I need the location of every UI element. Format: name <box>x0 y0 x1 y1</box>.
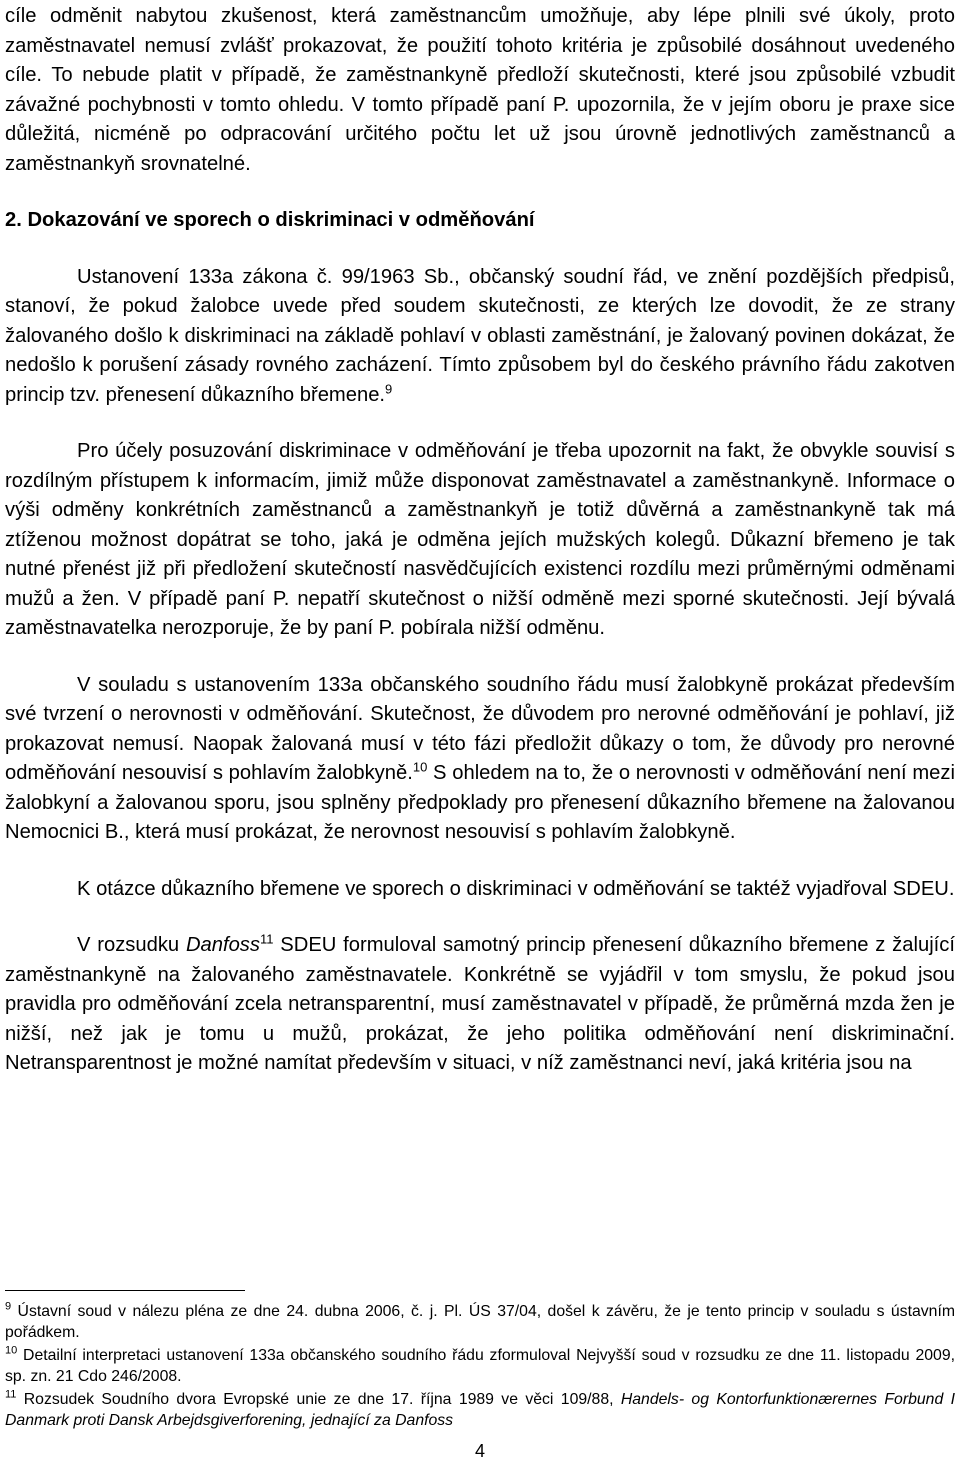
footnote-9 <box>5 1301 955 1343</box>
paragraph-5-text: K otázce důkazního břemene ve sporech o diskriminaci v odměňování se taktéž vyjadřoval SDEU. <box>77 877 955 900</box>
paragraph-6-text-a: V rozsudku <box>77 934 186 956</box>
footnotes-section <box>5 1290 955 1433</box>
footnote-11-text: Rozsudek Soudního dvora Evropské unie ze dne 17. října 1989 ve věci 109/88, <box>16 1391 621 1408</box>
footnote-11-case-title: Handels- og Kontorfunktionærernes Forbund I Danmark proti Dansk Arbejdsgiverforening, jednající za Danfoss <box>5 1391 955 1429</box>
page-number: 4 <box>474 1441 485 1461</box>
paragraph-1-text: cíle odměnit nabytou zkušenost, která zaměstnancům umožňuje, aby lépe plnili své úkoly, proto zaměstnavatel nemusí zvlášť prokazovat, že použití tohoto kritéria je způsobilé dosáhnout uvedeného cíle. To nebude platit v případě, že zaměstnankyně předloží skutečnosti, které jsou způsobilé vzbudit závažné pochybnosti v tomto ohledu. V tomto případě paní P. upozornila, že v jejím oboru je praxe sice důležitá, nicméně po odpracování určitého počtu let už jsou úrovně jednotlivých zaměstnanců a zaměstnankyň srovnatelné. <box>5 5 955 175</box>
footnote-ref-9: 9 <box>385 380 393 396</box>
section-heading: 2. Dokazování ve sporech o diskriminaci v odměňování <box>5 209 535 231</box>
paragraph-5 <box>5 875 955 905</box>
footnote-11 <box>5 1389 955 1431</box>
paragraph-4-text-a: V souladu s ustanovením 133a občanského soudního řádu musí žalobkyně prokázat především své tvrzení o nerovnosti v odměňování. Skutečnost, že důvodem pro nerovné odměňování je pohlaví, již prokazovat nemusí. Naopak žalovaná musí v této fázi předložit důkazy o tom, že důvody pro nerovné odměňování nesouvisí s pohlavím žalobkyně. <box>5 673 955 784</box>
footnote-9-text: Ústavní soud v nálezu pléna ze dne 24. dubna 2006, č. j. Pl. ÚS 37/04, došel k závěru, že je tento princip v souladu s ústavním pořádkem. <box>5 1303 955 1341</box>
paragraph-2 <box>5 263 955 411</box>
paragraph-4-text-b: S ohledem na to, že o nerovnosti v odměňování není mezi žalobkyní a žalovanou sporu, jsou splněny předpoklady pro přenesení důkazního břemene na žalovanou Nemocnici B., která musí prokázat, že nerovnost nesouvisí s pohlavím žalobkyně. <box>5 762 955 843</box>
paragraph-2-text: Ustanovení 133a zákona č. 99/1963 Sb., občanský soudní řád, ve znění pozdějších předpisů, stanoví, že pokud žalobce uvede před soudem skutečnosti, ze kterých lze dovodit, že ze strany žalovaného došlo k diskriminaci na základě pohlaví v oblasti zaměstnání, je žalovaný povinen dokázat, že nedošlo k porušení zásady rovného zacházení. Tímto způsobem byl do českého právního řádu zakotven princip tzv. přenesení důkazního břemene. <box>5 265 955 406</box>
footnote-10-number: 10 <box>5 1344 18 1357</box>
paragraph-4 <box>5 671 955 848</box>
paragraph-6-text-b: SDEU formuloval samotný princip přenesení důkazního břemene z žalující zaměstnankyně na žalovaného zaměstnavatele. Konkrétně se vyjádřil v tom smyslu, že pokud jsou pravidla pro odměňování zcela netransparentní, musí zaměstnavatel v případě, že průměrná mzda žen je nižší, než jak je tomu u mužů, prokázat, že jeho politika odměňování není diskriminační. Netransparentnost je možné namítat především v situaci, v níž zaměstnanci neví, jaká kritéria jsou na <box>5 934 955 1074</box>
footnote-11-number: 11 <box>5 1388 17 1401</box>
footnote-9-number: 9 <box>5 1300 12 1313</box>
paragraph-1 <box>5 2 955 179</box>
paragraph-3 <box>5 437 955 644</box>
footnote-10 <box>5 1345 955 1387</box>
footnote-10-text: Detailní interpretaci ustanovení 133a občanského soudního řádu zformuloval Nejvyšší soud v rozsudku ze dne 11. listopadu 2009, sp. zn. 21 Cdo 246/2008. <box>5 1347 955 1385</box>
footnote-divider <box>5 1290 245 1291</box>
case-name-danfoss: Danfoss <box>185 934 260 956</box>
paragraph-6 <box>5 931 955 1079</box>
paragraph-3-text: Pro účely posuzování diskriminace v odměňování je třeba upozornit na fakt, že obvykle souvisí s rozdílným přístupem k informacím, jimiž může disponovat zaměstnavatel a zaměstnankyně. Informace o výši odměny konkrétních zaměstnanců a zaměstnankyň je totiž důvěrná a zaměstnankyně tak má ztíženou možnost dopátrat se toho, jaká je odměna jejích mužských kolegů. Důkazní břemeno je tak nutné přenést již při předložení skutečností nasvědčujících existenci rozdílu mezi průměrnými odměnami mužů a žen. V případě paní P. nepatří skutečnost o nižší odměně mezi sporné skutečnosti. Její bývalá zaměstnavatelka nerozporuje, že by paní P. pobírala nižší odměnu. <box>5 440 955 639</box>
footnote-ref-10: 10 <box>412 759 428 775</box>
footnote-ref-11: 11 <box>260 931 274 947</box>
